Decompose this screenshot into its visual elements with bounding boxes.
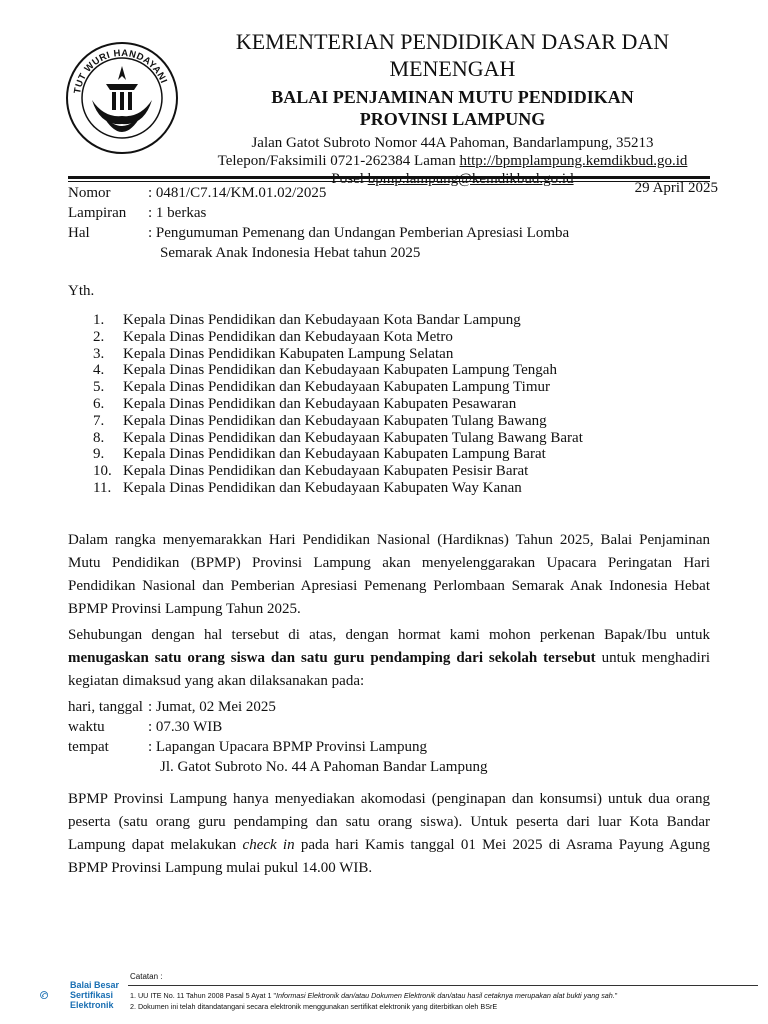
recipient-number: 4. xyxy=(93,362,105,379)
recipient-text: Kepala Dinas Pendidikan dan Kebudayaan Kota Bandar Lampung xyxy=(123,312,521,328)
recipient-item xyxy=(93,329,583,346)
event-time xyxy=(68,717,668,737)
recipient-text: Kepala Dinas Pendidikan dan Kebudayaan Kabupaten Lampung Barat xyxy=(123,446,546,463)
bsre-line1: Balai Besar xyxy=(70,980,120,990)
recipient-text: Kepala Dinas Pendidikan Kabupaten Lampung Selatan xyxy=(123,345,454,362)
note1-end: " xyxy=(614,991,618,1000)
note1-start: 1. UU ITE No. 11 Tahun 2008 Pasal 5 Ayat 1 " xyxy=(130,991,276,1000)
time-label: waktu xyxy=(68,719,105,735)
header-divider-thin xyxy=(68,181,710,182)
event-details xyxy=(68,697,668,777)
spacer xyxy=(68,243,148,263)
footer-catatan: Catatan : xyxy=(130,972,163,981)
bsre-line3: Elektronik xyxy=(70,1000,114,1010)
recipient-number: 10. xyxy=(93,463,112,480)
meta-hal-cont xyxy=(68,243,718,263)
body-paragraph-3 xyxy=(68,788,710,880)
recipient-item xyxy=(93,413,583,430)
recipient-number: 3. xyxy=(93,345,105,362)
recipient-number: 6. xyxy=(93,395,105,412)
recipient-text: Kepala Dinas Pendidikan dan Kebudayaan Kabupaten Tulang Bawang xyxy=(123,412,547,429)
recipient-text: Kepala Dinas Pendidikan dan Kebudayaan Kabupaten Pesawaran xyxy=(123,395,517,412)
place-address: Jl. Gatot Subroto No. 44 A Pahoman Bandar Lampung xyxy=(160,759,488,775)
recipient-text: Kepala Dinas Pendidikan dan Kebudayaan Kabupaten Lampung Timur xyxy=(123,379,550,396)
footer-note-2: 2. Dokumen ini telah ditandatangani secara elektronik menggunakan sertifikat elektronik yang diterbitkan oleh BSrE xyxy=(130,1002,498,1011)
event-day xyxy=(68,697,668,717)
spacer xyxy=(68,757,160,777)
footer-divider xyxy=(128,985,758,986)
office-address: Jalan Gatot Subroto Nomor 44A Pahoman, Bandarlampung, 35213 xyxy=(251,135,654,151)
letterhead xyxy=(185,28,720,188)
salutation: Yth. xyxy=(68,283,95,299)
paragraph3-start: BPMP Provinsi Lampung hanya menyediakan akomodasi (penginapan dan konsumsi) untuk dua orang peserta (satu orang guru pendamping dan satu orang siswa). Untuk peserta dari luar Kota Bandar Lampung dapat melakukan xyxy=(68,791,710,853)
event-address xyxy=(68,757,668,777)
recipient-text: Kepala Dinas Pendidikan dan Kebudayaan Kabupaten Tulang Bawang Barat xyxy=(123,429,583,446)
lampiran-label: Lampiran xyxy=(68,205,127,221)
event-place xyxy=(68,737,668,757)
paragraph3-italic: check in xyxy=(242,837,295,853)
meta-hal xyxy=(68,223,718,243)
nomor-value: : 0481/C7.14/KM.01.02/2025 xyxy=(148,185,327,201)
paragraph2-bold: menugaskan satu orang siswa dan satu guru pendamping dari sekolah tersebut xyxy=(68,650,596,666)
lampiran-value: : 1 berkas xyxy=(148,205,207,221)
bsre-label xyxy=(70,980,119,1010)
hal-value-line1: : Pengumuman Pemenang dan Undangan Pemberian Apresiasi Lomba xyxy=(148,225,570,241)
nomor-label: Nomor xyxy=(68,185,111,201)
recipient-number: 1. xyxy=(93,312,105,328)
footer-note-1 xyxy=(130,990,760,1001)
paragraph2-end: untuk menghadiri kegiatan dimaksud yang akan dilaksanakan pada: xyxy=(68,650,710,689)
recipient-item xyxy=(93,346,583,363)
meta-lampiran xyxy=(68,203,718,223)
recipient-number: 9. xyxy=(93,446,105,463)
tut-wuri-handayani-logo-icon xyxy=(64,40,180,156)
place-label: tempat xyxy=(68,739,109,755)
recipient-item xyxy=(93,463,583,480)
phone-text: Telepon/Faksimili 0721-262384 Laman xyxy=(217,153,460,169)
bsre-logo-icon xyxy=(40,982,70,1012)
recipient-text: Kepala Dinas Pendidikan dan Kebudayaan Kabupaten Lampung Tengah xyxy=(123,362,557,379)
note1-italic: Informasi Elektronik dan/atau Dokumen Elektronik dan/atau hasil cetaknya merupakan alat bukti yang sah. xyxy=(276,991,615,1000)
header-divider-thick xyxy=(68,176,710,179)
paragraph3-end: pada hari Kamis tanggal 01 Mei 2025 di Asrama Payung Agung BPMP Provinsi Lampung mulai pukul 14.00 WIB. xyxy=(68,837,710,876)
hal-label: Hal xyxy=(68,225,90,241)
recipient-number: 8. xyxy=(93,429,105,446)
recipient-number: 11. xyxy=(93,479,112,496)
footer-notes xyxy=(130,990,760,1012)
recipient-item xyxy=(93,446,583,463)
recipient-list xyxy=(93,312,583,497)
svg-text:TUT WURI HANDAYANI: TUT WURI HANDAYANI xyxy=(72,47,170,95)
office-name-line1: BALAI PENJAMINAN MUTU PENDIDIKAN xyxy=(271,87,634,107)
recipient-number: 7. xyxy=(93,412,105,429)
day-label: hari, tanggal xyxy=(68,699,143,715)
email-link[interactable]: bpmp.lampung@kemdikbud.go.id xyxy=(367,171,574,187)
time-value: : 07.30 WIB xyxy=(148,719,223,735)
recipient-number: 5. xyxy=(93,379,105,396)
office-contact xyxy=(185,152,720,170)
meta-nomor xyxy=(68,183,718,203)
recipient-item xyxy=(93,312,583,329)
letter-meta xyxy=(68,183,718,263)
recipient-text: Kepala Dinas Pendidikan dan Kebudayaan Kabupaten Way Kanan xyxy=(123,479,522,496)
letter-date: 29 April 2025 xyxy=(634,180,718,196)
recipient-text: Kepala Dinas Pendidikan dan Kebudayaan Kabupaten Pesisir Barat xyxy=(123,463,529,480)
recipient-item xyxy=(93,396,583,413)
bsre-line2: Sertifikasi xyxy=(70,990,114,1000)
day-value: : Jumat, 02 Mei 2025 xyxy=(148,699,276,715)
hal-value-line2: Semarak Anak Indonesia Hebat tahun 2025 xyxy=(160,245,421,261)
office-name-line2: PROVINSI LAMPUNG xyxy=(359,109,546,129)
recipient-item xyxy=(93,362,583,379)
ministry-name: KEMENTERIAN PENDIDIKAN DASAR DAN MENENGAH xyxy=(235,29,670,81)
website-link[interactable]: http://bpmplampung.kemdikbud.go.id xyxy=(459,153,688,169)
paragraph2-start: Sehubungan dengan hal tersebut di atas, dengan hormat kami mohon perkenan Bapak/Ibu untuk xyxy=(68,627,710,643)
body-paragraph-1: Dalam rangka menyemarakkan Hari Pendidikan Nasional (Hardiknas) Tahun 2025, Balai Penjaminan Mutu Pendidikan (BPMP) Provinsi Lampung akan menyelenggarakan Upacara Peringatan Hari Pendidikan Nasional dan Pemberian Apresiasi Pemenang Perlombaan Semarak Anak Indonesia Hebat BPMP Provinsi Lampung Tahun 2025. xyxy=(68,532,710,617)
recipient-item xyxy=(93,430,583,447)
place-value: : Lapangan Upacara BPMP Provinsi Lampung xyxy=(148,739,427,755)
recipient-item xyxy=(93,480,583,497)
email-label: Posel xyxy=(331,171,368,187)
recipient-text: Kepala Dinas Pendidikan dan Kebudayaan Kota Metro xyxy=(123,328,453,345)
recipient-number: 2. xyxy=(93,328,105,345)
recipient-item xyxy=(93,379,583,396)
body-paragraph-2 xyxy=(68,624,710,693)
